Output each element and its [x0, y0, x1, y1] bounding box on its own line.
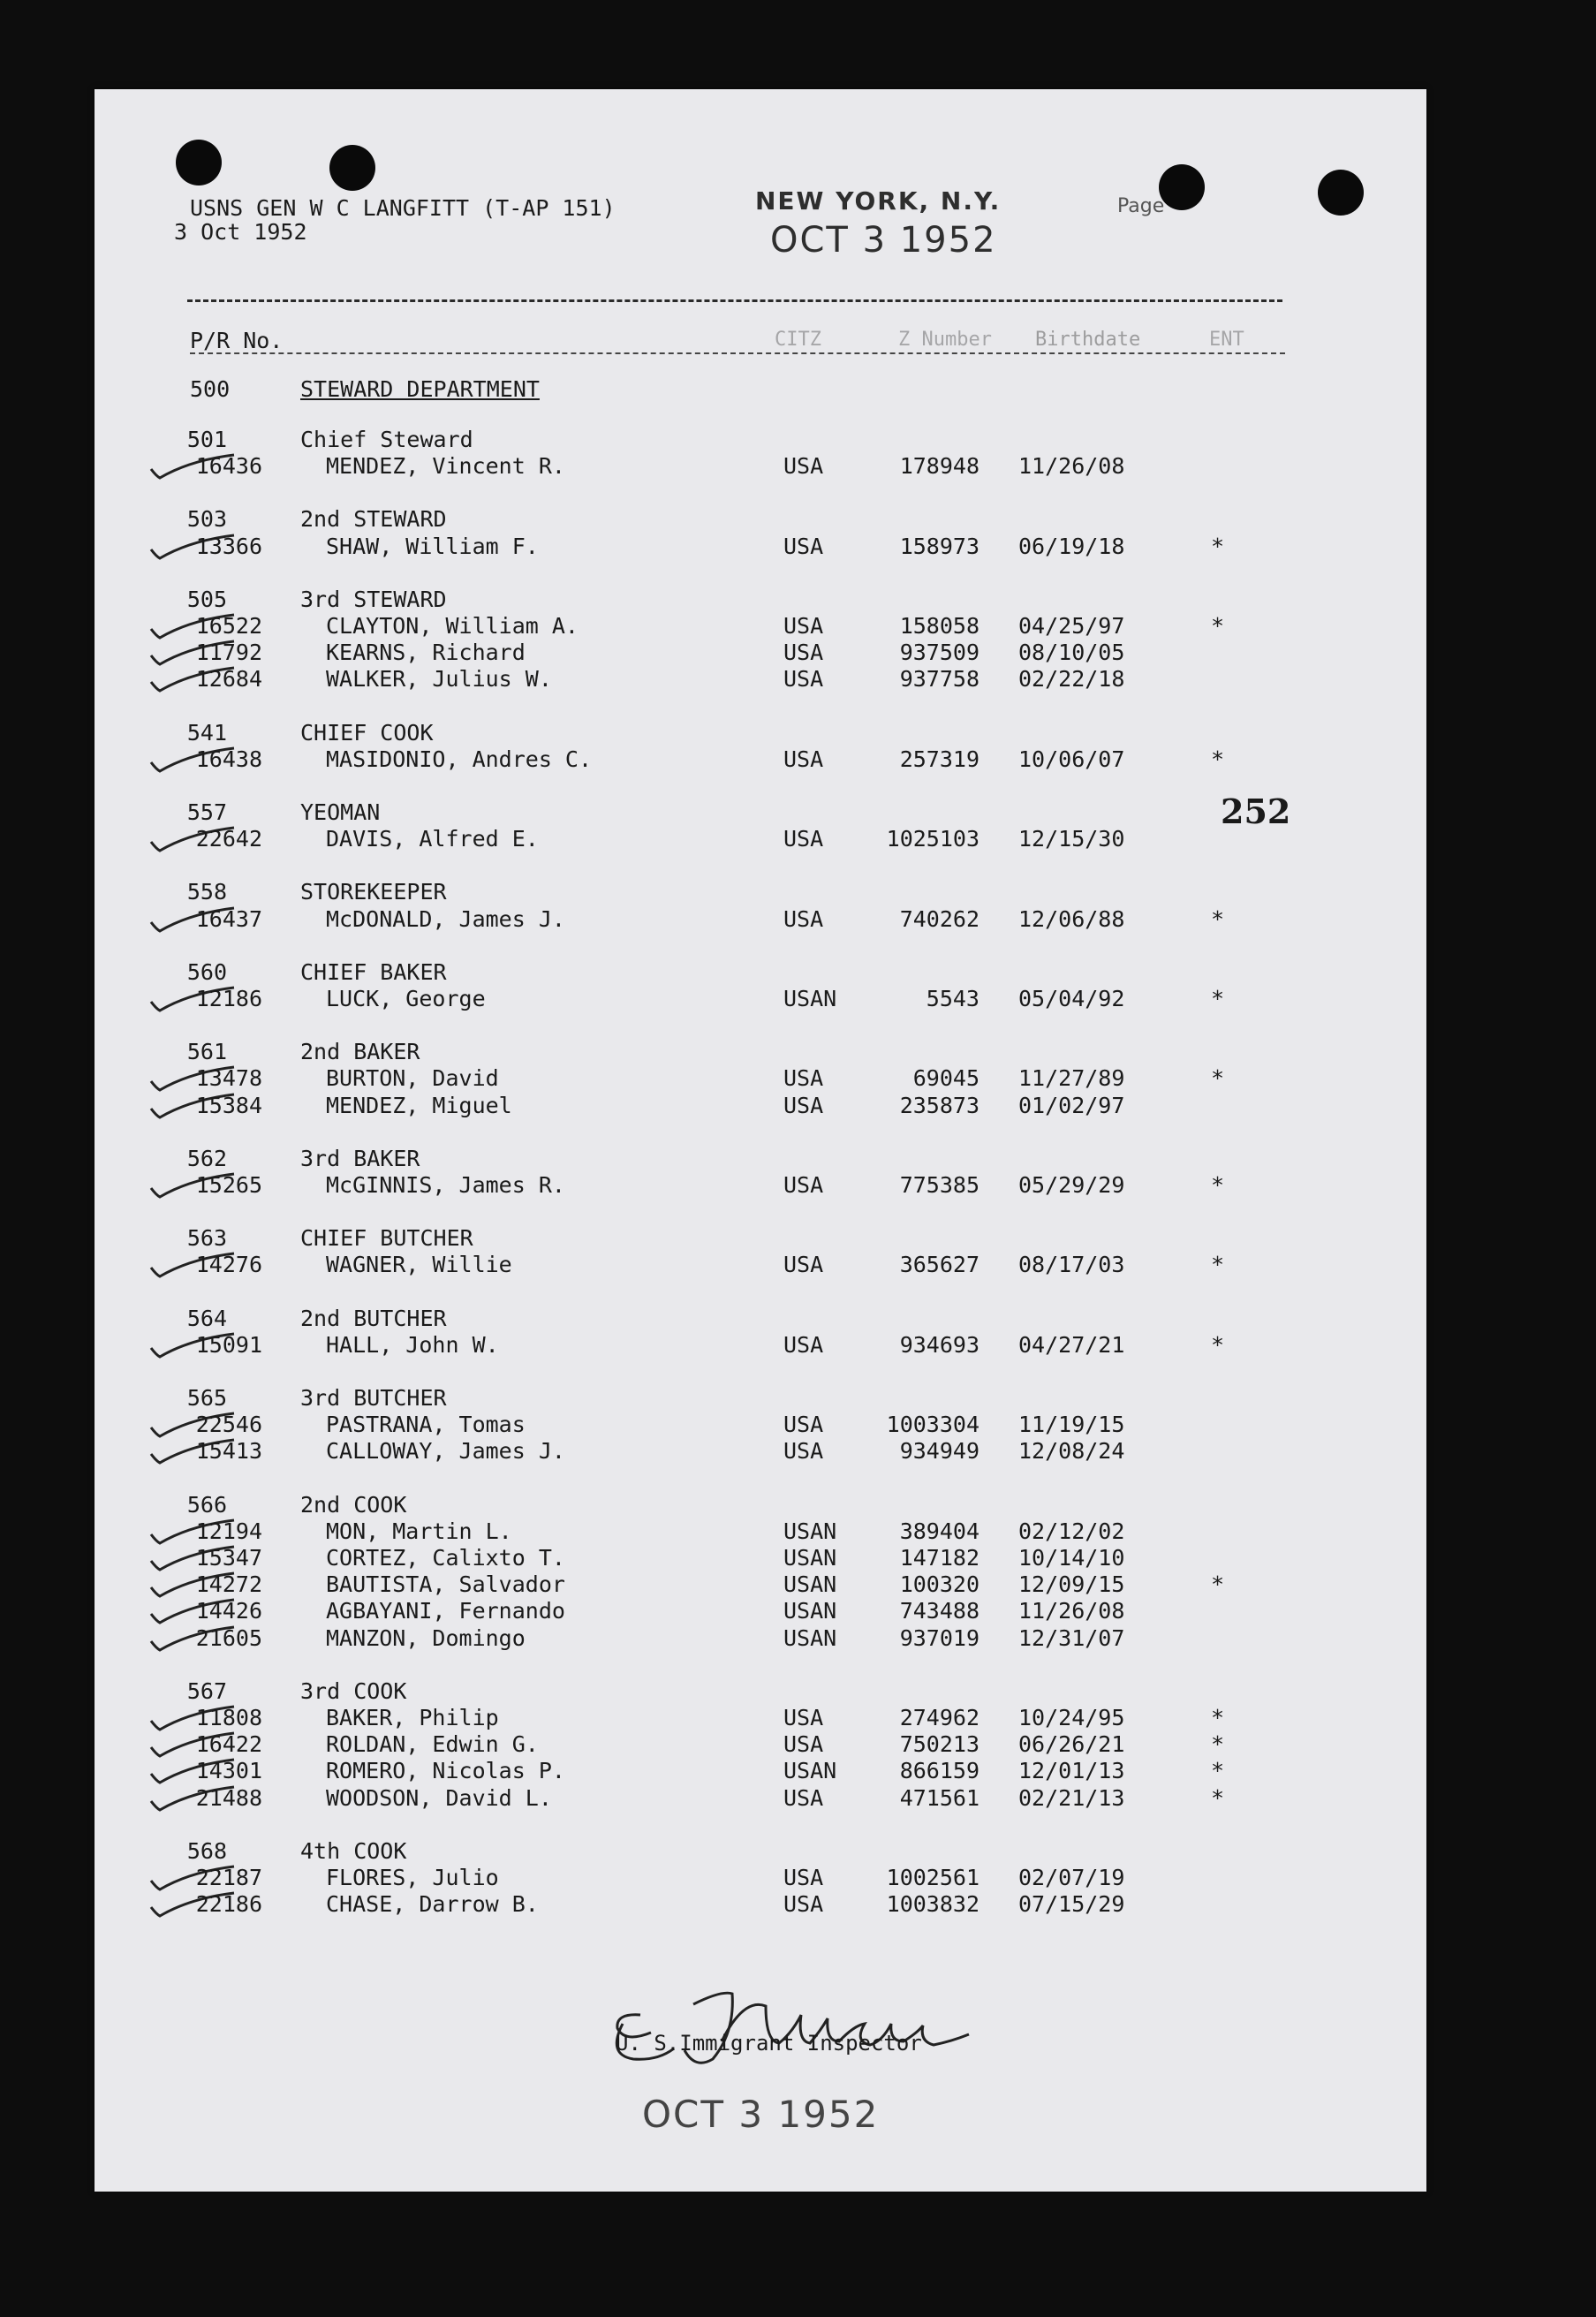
crew-name: WAGNER, Willie: [326, 1252, 512, 1278]
entry-mark: *: [1211, 1705, 1225, 1730]
birthdate: 06/19/18: [1018, 533, 1125, 559]
citizenship: USAN: [783, 1518, 837, 1544]
payroll-number: 15091: [195, 1331, 262, 1358]
birthdate: 12/01/13: [1018, 1758, 1125, 1784]
birthdate: 10/24/95: [1018, 1705, 1125, 1730]
birthdate: 12/15/30: [1018, 826, 1125, 852]
z-number: 1003304: [886, 1412, 980, 1438]
entry-mark: *: [1211, 1172, 1225, 1198]
crew-name: WOODSON, David L.: [326, 1784, 552, 1811]
document-page: [95, 89, 1426, 2192]
column-header-pr-no: P/R No.: [190, 328, 284, 353]
citizenship: USA: [783, 1705, 824, 1730]
position-title: 2nd BAKER: [300, 1039, 420, 1065]
z-number: 1003832: [886, 1891, 980, 1918]
punch-hole: [1159, 164, 1205, 210]
payroll-number: 14272: [195, 1571, 262, 1598]
birthdate: 11/26/08: [1018, 453, 1125, 480]
z-number: 389404: [899, 1518, 980, 1544]
punch-hole: [329, 145, 375, 191]
birthdate: 05/29/29: [1018, 1172, 1125, 1198]
crew-name: CLAYTON, William A.: [326, 613, 579, 639]
birthdate: 01/02/97: [1018, 1092, 1125, 1118]
z-number: 471561: [899, 1784, 980, 1811]
payroll-number: 12186: [195, 986, 262, 1011]
z-number: 158973: [899, 533, 980, 559]
column-header-z-number: Z Number: [898, 329, 992, 351]
crew-name: HALL, John W.: [326, 1331, 499, 1358]
position-title: YEOMAN: [300, 799, 381, 825]
birthdate: 08/10/05: [1018, 640, 1125, 666]
payroll-number: 11792: [195, 640, 262, 666]
column-header-underline: [190, 352, 1285, 354]
citizenship: USA: [783, 905, 824, 932]
citizenship: USA: [783, 826, 824, 852]
birthdate: 11/26/08: [1018, 1598, 1125, 1624]
citizenship: USAN: [783, 986, 837, 1011]
citizenship: USA: [783, 640, 824, 666]
payroll-number: 22187: [195, 1865, 262, 1890]
z-number: 937758: [899, 666, 980, 693]
position-title: CHIEF COOK: [300, 719, 434, 746]
position-code: 505: [186, 586, 227, 612]
position-title: 3rd BUTCHER: [300, 1385, 447, 1411]
crew-name: BAKER, Philip: [326, 1705, 499, 1730]
position-code: 503: [186, 506, 227, 533]
citizenship: USAN: [783, 1624, 837, 1651]
payroll-number: 13366: [195, 533, 262, 559]
entry-mark: *: [1211, 1252, 1225, 1278]
divider: [187, 299, 1282, 302]
crew-name: MASIDONIO, Andres C.: [326, 746, 593, 772]
birthdate: 12/09/15: [1018, 1571, 1125, 1598]
punch-hole: [176, 140, 222, 186]
position-code: 566: [186, 1491, 227, 1518]
citizenship: USA: [783, 746, 824, 772]
payroll-number: 21488: [195, 1784, 262, 1811]
payroll-number: 16522: [195, 613, 262, 639]
birthdate: 12/08/24: [1018, 1438, 1125, 1465]
citizenship: USA: [783, 1438, 824, 1465]
birthdate: 07/15/29: [1018, 1891, 1125, 1918]
z-number: 775385: [899, 1172, 980, 1198]
entry-mark: *: [1211, 1731, 1225, 1758]
crew-name: LUCK, George: [326, 986, 486, 1011]
crew-name: DAVIS, Alfred E.: [326, 826, 539, 852]
entry-mark: *: [1211, 1758, 1225, 1784]
entry-mark: *: [1211, 1065, 1225, 1092]
birthdate: 02/07/19: [1018, 1865, 1125, 1890]
z-number: 235873: [899, 1092, 980, 1118]
entry-mark: *: [1211, 905, 1225, 932]
position-code: 557: [186, 799, 227, 825]
citizenship: USA: [783, 1731, 824, 1758]
payroll-number: 12194: [195, 1518, 262, 1544]
crew-name: McGINNIS, James R.: [326, 1172, 565, 1198]
birthdate: 12/31/07: [1018, 1624, 1125, 1651]
z-number: 147182: [899, 1545, 980, 1571]
z-number: 178948: [899, 453, 980, 480]
z-number: 100320: [899, 1571, 980, 1598]
birthdate: 04/25/97: [1018, 613, 1125, 639]
z-number: 740262: [899, 905, 980, 932]
payroll-number: 14426: [195, 1598, 262, 1624]
port-stamp: NEW YORK, N.Y.: [755, 186, 1002, 216]
citizenship: USA: [783, 1331, 824, 1358]
birthdate: 04/27/21: [1018, 1331, 1125, 1358]
position-title: 3rd COOK: [300, 1677, 407, 1704]
position-title: STOREKEEPER: [300, 879, 447, 905]
punch-hole: [1318, 170, 1364, 216]
position-code: 564: [186, 1305, 227, 1331]
department-name: STEWARD DEPARTMENT: [300, 376, 540, 402]
column-header-ent: ENT: [1209, 329, 1244, 351]
birthdate: 10/14/10: [1018, 1545, 1125, 1571]
payroll-number: 11808: [195, 1705, 262, 1730]
z-number: 1002561: [886, 1865, 980, 1890]
payroll-number: 21605: [195, 1624, 262, 1651]
position-code: 567: [186, 1677, 227, 1704]
payroll-number: 15413: [195, 1438, 262, 1465]
citizenship: USA: [783, 1065, 824, 1092]
position-code: 561: [186, 1039, 227, 1065]
bottom-date-stamp: OCT 3 1952: [642, 2093, 880, 2136]
crew-name: BAUTISTA, Salvador: [326, 1571, 565, 1598]
crew-name: MENDEZ, Vincent R.: [326, 453, 565, 480]
citizenship: USAN: [783, 1758, 837, 1784]
z-number: 257319: [899, 746, 980, 772]
z-number: 934949: [899, 1438, 980, 1465]
payroll-number: 16438: [195, 746, 262, 772]
citizenship: USA: [783, 1092, 824, 1118]
citizenship: USA: [783, 1412, 824, 1438]
birthdate: 02/22/18: [1018, 666, 1125, 693]
z-number: 750213: [899, 1731, 980, 1758]
crew-name: MANZON, Domingo: [326, 1624, 526, 1651]
crew-name: FLORES, Julio: [326, 1865, 499, 1890]
position-title: 4th COOK: [300, 1837, 407, 1864]
citizenship: USAN: [783, 1598, 837, 1624]
birthdate: 02/21/13: [1018, 1784, 1125, 1811]
crew-name: AGBAYANI, Fernando: [326, 1598, 565, 1624]
z-number: 937509: [899, 640, 980, 666]
z-number: 934693: [899, 1331, 980, 1358]
payroll-number: 22642: [195, 826, 262, 852]
citizenship: USA: [783, 1252, 824, 1278]
birthdate: 12/06/88: [1018, 905, 1125, 932]
position-title: 2nd COOK: [300, 1491, 407, 1518]
position-code: 541: [186, 719, 227, 746]
birthdate: 06/26/21: [1018, 1731, 1125, 1758]
manifest-date: 3 Oct 1952: [174, 219, 307, 245]
payroll-number: 14276: [195, 1252, 262, 1278]
birthdate: 11/19/15: [1018, 1412, 1125, 1438]
payroll-number: 14301: [195, 1758, 262, 1784]
z-number: 274962: [899, 1705, 980, 1730]
birthdate: 02/12/02: [1018, 1518, 1125, 1544]
entry-mark: *: [1211, 986, 1225, 1011]
citizenship: USA: [783, 1172, 824, 1198]
birthdate: 11/27/89: [1018, 1065, 1125, 1092]
birthdate: 10/06/07: [1018, 746, 1125, 772]
z-number: 5543: [926, 986, 980, 1011]
payroll-number: 12684: [195, 666, 262, 693]
position-title: 3rd STEWARD: [300, 586, 447, 612]
position-title: Chief Steward: [300, 427, 473, 452]
payroll-number: 15347: [195, 1545, 262, 1571]
position-code: 563: [186, 1225, 227, 1252]
citizenship: USA: [783, 613, 824, 639]
citizenship: USA: [783, 1784, 824, 1811]
crew-name: WALKER, Julius W.: [326, 666, 552, 693]
entry-mark: *: [1211, 1331, 1225, 1358]
crew-name: BURTON, David: [326, 1065, 499, 1092]
birthdate: 08/17/03: [1018, 1252, 1125, 1278]
ship-name: USNS GEN W C LANGFITT (T-AP 151): [190, 195, 616, 221]
crew-name: ROMERO, Nicolas P.: [326, 1758, 565, 1784]
entry-mark: *: [1211, 613, 1225, 639]
position-title: 2nd STEWARD: [300, 506, 447, 533]
citizenship: USA: [783, 666, 824, 693]
column-header-citz: CITZ: [775, 329, 821, 351]
entry-mark: *: [1211, 746, 1225, 772]
position-code: 568: [186, 1837, 227, 1864]
crew-name: CHASE, Darrow B.: [326, 1891, 539, 1918]
citizenship: USA: [783, 1865, 824, 1890]
payroll-number: 15265: [195, 1172, 262, 1198]
z-number: 937019: [899, 1624, 980, 1651]
entry-mark: *: [1211, 1571, 1225, 1598]
z-number: 69045: [912, 1065, 980, 1092]
position-title: CHIEF BUTCHER: [300, 1225, 473, 1252]
column-header-birthdate: Birthdate: [1035, 329, 1141, 351]
payroll-number: 16437: [195, 905, 262, 932]
payroll-number: 22546: [195, 1412, 262, 1438]
entry-mark: *: [1211, 533, 1225, 559]
crew-name: McDONALD, James J.: [326, 905, 565, 932]
margin-number: 252: [1221, 791, 1291, 831]
payroll-number: 22186: [195, 1891, 262, 1918]
crew-name: CALLOWAY, James J.: [326, 1438, 565, 1465]
crew-name: CORTEZ, Calixto T.: [326, 1545, 565, 1571]
citizenship: USA: [783, 533, 824, 559]
crew-name: PASTRANA, Tomas: [326, 1412, 526, 1438]
signature: [589, 1909, 1048, 2121]
z-number: 1025103: [886, 826, 980, 852]
payroll-number: 13478: [195, 1065, 262, 1092]
crew-name: MON, Martin L.: [326, 1518, 512, 1544]
crew-name: KEARNS, Richard: [326, 640, 526, 666]
payroll-number: 16436: [195, 453, 262, 480]
citizenship: USA: [783, 453, 824, 480]
position-title: CHIEF BAKER: [300, 958, 447, 985]
citizenship: USAN: [783, 1545, 837, 1571]
position-code: 501: [186, 427, 227, 452]
position-code: 562: [186, 1145, 227, 1171]
page-label: Page: [1117, 195, 1165, 217]
position-code: 560: [186, 958, 227, 985]
department-code: 500: [190, 376, 231, 402]
z-number: 866159: [899, 1758, 980, 1784]
payroll-number: 16422: [195, 1731, 262, 1758]
z-number: 158058: [899, 613, 980, 639]
z-number: 365627: [899, 1252, 980, 1278]
citizenship: USA: [783, 1891, 824, 1918]
position-title: 2nd BUTCHER: [300, 1305, 447, 1331]
signer-title: U. S.Immigrant Inspector: [616, 2031, 922, 2056]
position-title: 3rd BAKER: [300, 1145, 420, 1171]
date-stamp: OCT 3 1952: [770, 220, 997, 261]
entry-mark: *: [1211, 1784, 1225, 1811]
payroll-number: 15384: [195, 1092, 262, 1118]
birthdate: 05/04/92: [1018, 986, 1125, 1011]
crew-name: MENDEZ, Miguel: [326, 1092, 512, 1118]
citizenship: USAN: [783, 1571, 837, 1598]
z-number: 743488: [899, 1598, 980, 1624]
crew-name: ROLDAN, Edwin G.: [326, 1731, 539, 1758]
crew-name: SHAW, William F.: [326, 533, 539, 559]
position-code: 565: [186, 1385, 227, 1411]
position-code: 558: [186, 879, 227, 905]
